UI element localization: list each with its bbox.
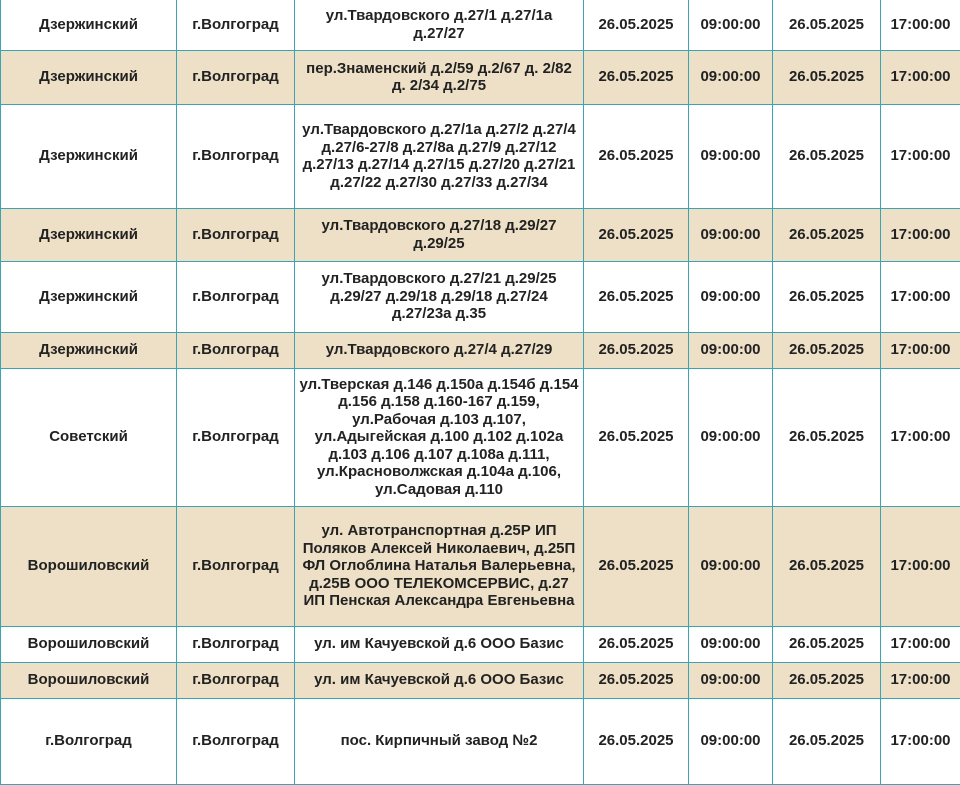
start-date-cell: 26.05.2025 [584, 50, 689, 104]
table-row [1, 104, 960, 208]
address-cell: ул.Твардовского д.27/1а д.27/2 д.27/4 д.27/6-27/8 д.27/8а д.27/9 д.27/12 д.27/13 д.27/14 д.27/15 д.27/20 д.27/21 д.27/22 д.27/30 д.27/33 д.27/34 [295, 104, 584, 208]
table-row [1, 208, 960, 261]
city-cell: г.Волгоград [177, 104, 295, 208]
district-cell: Советский [1, 368, 177, 506]
end-date-cell: 26.05.2025 [773, 368, 881, 506]
city-cell: г.Волгоград [177, 50, 295, 104]
address-cell: ул.Твардовского д.27/21 д.29/25 д.29/27 д.29/18 д.29/18 д.27/24 д.27/23а д.35 [295, 261, 584, 332]
start-time-cell: 09:00:00 [689, 698, 773, 784]
district-cell: Ворошиловский [1, 506, 177, 626]
city-cell: г.Волгоград [177, 506, 295, 626]
address-cell: ул. им Качуевской д.6 ООО Базис [295, 662, 584, 698]
end-time-cell: 17:00:00 [881, 626, 960, 662]
start-time-cell: 09:00:00 [689, 368, 773, 506]
city-cell: г.Волгоград [177, 332, 295, 368]
address-cell: ул.Тверская д.146 д.150а д.154б д.154 д.156 д.158 д.160-167 д.159, ул.Рабочая д.103 д.107, ул.Адыгейская д.100 д.102 д.102а д.103 д.106 д.107 д.108а д.111, ул.Красноволжская д.104а д.106, ул.Садовая д.110 [295, 368, 584, 506]
table-row [1, 698, 960, 784]
start-date-cell: 26.05.2025 [584, 332, 689, 368]
district-cell: Ворошиловский [1, 626, 177, 662]
start-time-cell: 09:00:00 [689, 208, 773, 261]
city-cell: г.Волгоград [177, 626, 295, 662]
table-row [1, 506, 960, 626]
end-time-cell: 17:00:00 [881, 506, 960, 626]
district-cell: Дзержинский [1, 208, 177, 261]
start-time-cell: 09:00:00 [689, 50, 773, 104]
start-date-cell: 26.05.2025 [584, 104, 689, 208]
start-time-cell: 09:00:00 [689, 104, 773, 208]
district-cell: Дзержинский [1, 261, 177, 332]
table-row [1, 662, 960, 698]
start-date-cell: 26.05.2025 [584, 506, 689, 626]
table-row [1, 368, 960, 506]
city-cell: г.Волгоград [177, 698, 295, 784]
start-time-cell: 09:00:00 [689, 0, 773, 50]
address-cell: пос. Кирпичный завод №2 [295, 698, 584, 784]
address-cell: ул. Автотранспортная д.25Р ИП Поляков Алексей Николаевич, д.25П ФЛ Оглоблина Наталья Валерьевна, д.25В ООО ТЕЛЕКОМСЕРВИС, д.27 ИП Пенская Александра Евгеньевна [295, 506, 584, 626]
end-time-cell: 17:00:00 [881, 50, 960, 104]
start-date-cell: 26.05.2025 [584, 626, 689, 662]
end-date-cell: 26.05.2025 [773, 50, 881, 104]
end-date-cell: 26.05.2025 [773, 626, 881, 662]
start-time-cell: 09:00:00 [689, 506, 773, 626]
table-row [1, 332, 960, 368]
city-cell: г.Волгоград [177, 261, 295, 332]
end-date-cell: 26.05.2025 [773, 698, 881, 784]
end-date-cell: 26.05.2025 [773, 506, 881, 626]
start-date-cell: 26.05.2025 [584, 261, 689, 332]
end-time-cell: 17:00:00 [881, 368, 960, 506]
address-cell: ул. им Качуевской д.6 ООО Базис [295, 626, 584, 662]
end-time-cell: 17:00:00 [881, 208, 960, 261]
end-date-cell: 26.05.2025 [773, 208, 881, 261]
start-date-cell: 26.05.2025 [584, 698, 689, 784]
city-cell: г.Волгоград [177, 368, 295, 506]
start-date-cell: 26.05.2025 [584, 0, 689, 50]
district-cell: Дзержинский [1, 104, 177, 208]
end-time-cell: 17:00:00 [881, 698, 960, 784]
end-date-cell: 26.05.2025 [773, 104, 881, 208]
address-cell: ул.Твардовского д.27/1 д.27/1а д.27/27 [295, 0, 584, 50]
start-time-cell: 09:00:00 [689, 662, 773, 698]
table-row [1, 0, 960, 50]
district-cell: Дзержинский [1, 332, 177, 368]
district-cell: Ворошиловский [1, 662, 177, 698]
city-cell: г.Волгоград [177, 662, 295, 698]
address-cell: ул.Твардовского д.27/18 д.29/27 д.29/25 [295, 208, 584, 261]
district-cell: Дзержинский [1, 0, 177, 50]
district-cell: Дзержинский [1, 50, 177, 104]
address-cell: пер.Знаменский д.2/59 д.2/67 д. 2/82 д. 2/34 д.2/75 [295, 50, 584, 104]
end-date-cell: 26.05.2025 [773, 0, 881, 50]
end-time-cell: 17:00:00 [881, 261, 960, 332]
end-time-cell: 17:00:00 [881, 662, 960, 698]
end-date-cell: 26.05.2025 [773, 662, 881, 698]
city-cell: г.Волгоград [177, 0, 295, 50]
address-cell: ул.Твардовского д.27/4 д.27/29 [295, 332, 584, 368]
table-row [1, 626, 960, 662]
end-time-cell: 17:00:00 [881, 332, 960, 368]
start-date-cell: 26.05.2025 [584, 662, 689, 698]
district-cell: г.Волгоград [1, 698, 177, 784]
start-time-cell: 09:00:00 [689, 626, 773, 662]
start-date-cell: 26.05.2025 [584, 368, 689, 506]
end-time-cell: 17:00:00 [881, 104, 960, 208]
end-date-cell: 26.05.2025 [773, 332, 881, 368]
city-cell: г.Волгоград [177, 208, 295, 261]
table-row [1, 261, 960, 332]
start-date-cell: 26.05.2025 [584, 208, 689, 261]
start-time-cell: 09:00:00 [689, 261, 773, 332]
start-time-cell: 09:00:00 [689, 332, 773, 368]
end-date-cell: 26.05.2025 [773, 261, 881, 332]
end-time-cell: 17:00:00 [881, 0, 960, 50]
table-row [1, 50, 960, 104]
